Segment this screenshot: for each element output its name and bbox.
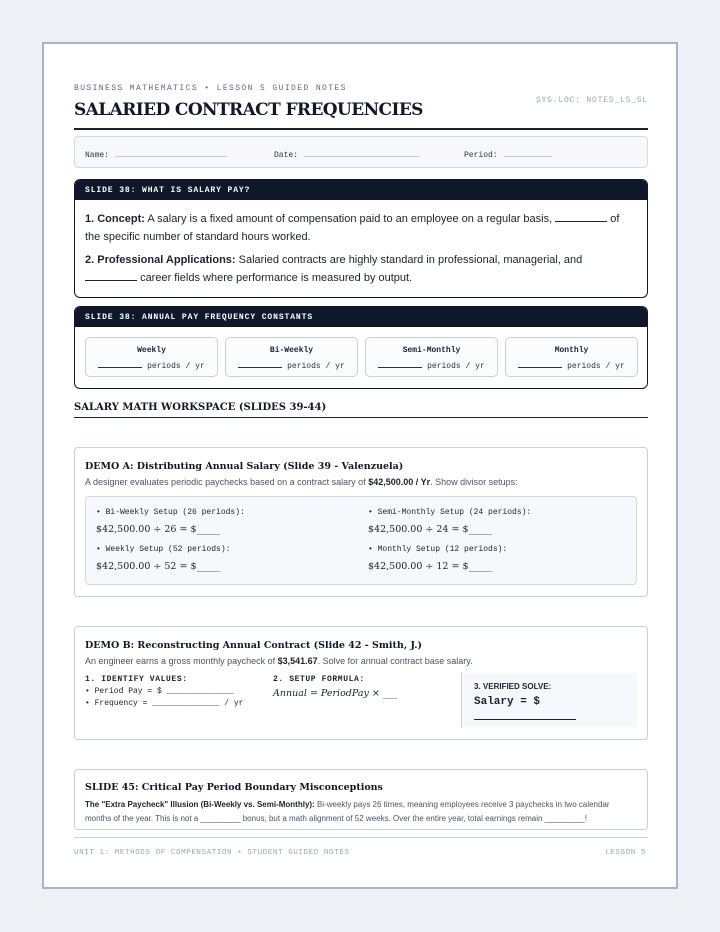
misconceptions-text	[85, 798, 635, 826]
frequency-label: Bi-Weekly	[269, 346, 314, 355]
name-field[interactable]	[85, 149, 227, 160]
period-field[interactable]	[464, 149, 552, 160]
demo-a-amount: $42,500.00 / Yr	[368, 477, 431, 487]
frequency-constants-panel	[74, 306, 648, 389]
demo-a-desc-text: A designer evaluates periodic paychecks based on a contract salary of	[85, 477, 366, 487]
salary-definition-panel	[74, 179, 648, 298]
demo-b-amount: $3,541.67	[277, 656, 318, 666]
identify-values-label: 1. IDENTIFY VALUES:	[85, 675, 188, 684]
divisor-setups-box	[85, 496, 637, 585]
concept-paragraph	[85, 210, 637, 246]
monthly-setup-equation[interactable]: $42,500.00 ÷ 12 = $_____	[368, 561, 493, 572]
frequency-line[interactable]: • Frequency = ______________ / yr	[85, 699, 244, 708]
frequency-answer	[86, 360, 217, 371]
workspace-heading: SALARY MATH WORKSPACE (SLIDES 39-44)	[74, 402, 327, 413]
concept-blank[interactable]	[555, 212, 607, 222]
frequency-blank[interactable]	[518, 360, 562, 368]
demo-a-desc-end: . Show divisor setups:	[430, 477, 518, 487]
frequency-blank[interactable]	[238, 360, 282, 368]
concept-text-2: of the specific number of standard hours worked.	[85, 213, 620, 243]
extra-paycheck-body: Bi-weekly pays 26 times, meaning employees receive 3 paychecks in two calendar months of the year. This is not a _________ bonus, but a math alignment of 52 weeks. Over the entire year, total earnings remain _________!	[85, 800, 610, 823]
name-label: Name:	[85, 151, 110, 160]
concept-label: 1. Concept:	[85, 213, 145, 225]
setup-formula-label: 2. SETUP FORMULA:	[273, 675, 365, 684]
weekly-setup-equation[interactable]: $42,500.00 ÷ 52 = $_____	[96, 561, 221, 572]
frequency-label: Semi-Monthly	[402, 346, 461, 355]
applications-label: 2. Professional Applications:	[85, 254, 236, 266]
date-field[interactable]	[274, 149, 420, 160]
panel-body	[75, 200, 647, 298]
date-blank[interactable]	[304, 149, 420, 157]
verified-solve-box	[461, 673, 637, 727]
frequency-suffix: periods / yr	[567, 362, 625, 371]
applications-text-1: Salaried contracts are highly standard in professional, managerial, and	[238, 254, 583, 266]
footer-unit-label: UNIT 1: METHODS OF COMPENSATION • STUDENT GUIDED NOTES	[74, 849, 350, 857]
demo-b-desc-end: . Solve for annual contract base salary.	[317, 656, 473, 666]
footer-lesson-label: LESSON 5	[605, 849, 646, 857]
frequency-suffix: periods / yr	[287, 362, 345, 371]
frequency-card-semi-monthly	[365, 337, 498, 377]
worksheet-page	[42, 42, 678, 889]
applications-paragraph	[85, 251, 637, 287]
course-eyebrow: BUSINESS MATHEMATICS • LESSON 5 GUIDED NOTES	[74, 84, 347, 93]
frequency-suffix: periods / yr	[427, 362, 485, 371]
demo-b-title: DEMO B: Reconstructing Annual Contract (Slide 42 - Smith, J.)	[85, 640, 423, 651]
extra-paycheck-heading: The "Extra Paycheck" Illusion (Bi-Weekly vs. Semi-Monthly):	[85, 800, 315, 809]
name-blank[interactable]	[115, 149, 227, 157]
applications-blank[interactable]	[85, 271, 137, 281]
frequency-answer	[226, 360, 357, 371]
frequency-answer	[506, 360, 637, 371]
panel-heading: SLIDE 38: WHAT IS SALARY PAY?	[75, 180, 647, 200]
demo-a-card	[74, 447, 648, 597]
workspace-divider	[74, 417, 648, 418]
concept-text-1: A salary is a fixed amount of compensation paid to an employee on a regular basis,	[147, 213, 553, 225]
demo-a-description	[85, 477, 518, 487]
frequency-suffix: periods / yr	[147, 362, 205, 371]
period-pay-line[interactable]: • Period Pay = $ ______________	[85, 687, 234, 696]
demo-b-desc-text: An engineer earns a gross monthly paycheck of	[85, 656, 276, 666]
period-label: Period:	[464, 151, 498, 160]
salary-answer-blank[interactable]	[474, 719, 576, 720]
salary-answer-label: Salary = $	[474, 696, 541, 708]
title-divider	[74, 128, 648, 130]
panel-heading: SLIDE 38: ANNUAL PAY FREQUENCY CONSTANTS	[75, 307, 647, 327]
frequency-answer	[366, 360, 497, 371]
system-location-tag: SYS.LOC: NOTES_L5_SL	[535, 96, 648, 105]
date-label: Date:	[274, 151, 299, 160]
frequency-card-weekly	[85, 337, 218, 377]
weekly-setup-label: • Weekly Setup (52 periods):	[96, 545, 231, 554]
demo-b-description	[85, 656, 473, 666]
frequency-label: Monthly	[554, 346, 589, 355]
student-info-bar	[74, 136, 648, 168]
setup-formula-equation[interactable]: Annual = PeriodPay × ___	[273, 688, 398, 699]
misconceptions-title: SLIDE 45: Critical Pay Period Boundary Misconceptions	[85, 782, 383, 793]
frequency-blank[interactable]	[378, 360, 422, 368]
page-title: SALARIED CONTRACT FREQUENCIES	[74, 100, 423, 120]
demo-b-card	[74, 626, 648, 740]
misconceptions-card	[74, 769, 648, 830]
demo-a-title: DEMO A: Distributing Annual Salary (Slide 39 - Valenzuela)	[85, 461, 404, 472]
semi-monthly-setup-label: • Semi-Monthly Setup (24 periods):	[368, 508, 532, 517]
frequency-blank[interactable]	[98, 360, 142, 368]
applications-text-2: career fields where performance is measured by output.	[140, 272, 413, 284]
monthly-setup-label: • Monthly Setup (12 periods):	[368, 545, 508, 554]
frequency-card-bi-weekly	[225, 337, 358, 377]
frequency-cards	[85, 337, 637, 377]
bi-weekly-setup-label: • Bi-Weekly Setup (26 periods):	[96, 508, 245, 517]
frequency-card-monthly	[505, 337, 638, 377]
period-blank[interactable]	[504, 149, 552, 157]
verified-solve-label: 3. VERIFIED SOLVE:	[474, 682, 552, 691]
bi-weekly-setup-equation[interactable]: $42,500.00 ÷ 26 = $_____	[96, 524, 221, 535]
frequency-label: Weekly	[137, 346, 166, 355]
semi-monthly-setup-equation[interactable]: $42,500.00 ÷ 24 = $_____	[368, 524, 493, 535]
footer-divider	[74, 837, 648, 838]
